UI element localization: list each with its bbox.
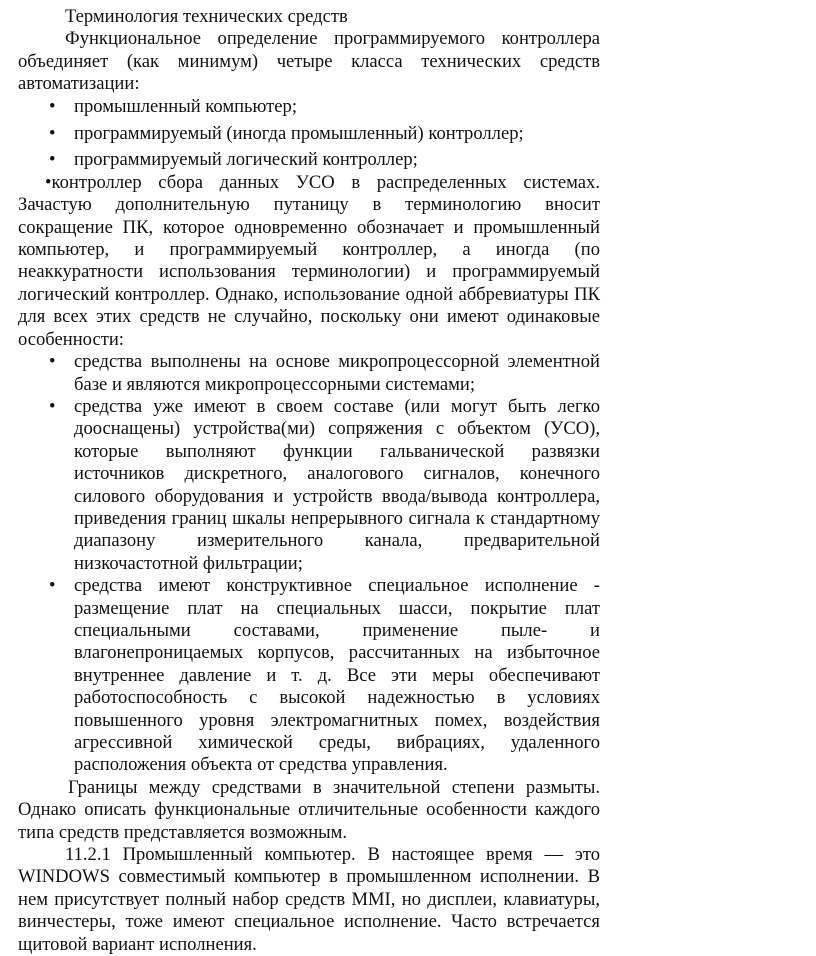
bullet-icon: • (49, 351, 56, 373)
page-title: Терминология технических средств (65, 6, 348, 27)
bullet-icon: • (49, 575, 56, 597)
bullet-icon: • (49, 95, 56, 117)
list-item (49, 575, 600, 777)
list-item-inline (45, 172, 600, 194)
bullet-icon: • (49, 122, 56, 144)
list-item-text: промышленный компьютер; (74, 95, 298, 117)
bullet-icon: • (49, 149, 56, 171)
list-item-text: программируемый (иногда промышленный) контроллер; (74, 122, 524, 144)
section-paragraph: 11.2.1 Промышленный компьютер. В настоящее время — это WINDOWS совместимый компьютер в промышленном исполнении. В нем присутствует полный набор средств MMI, но дисплеи, клавиатуры, винчестеры, тоже имеют специальное исполнение. Часто встречается щитовой вариант исполнения. (18, 844, 600, 955)
features-list (0, 351, 816, 777)
list-item (49, 395, 600, 575)
boundaries-paragraph: Границы между средствами в значительной степени размыты. Однако описать функциональные отличительные особенности каждого типа средств представляется возможным. (18, 776, 600, 843)
bullet-icon: • (49, 395, 56, 417)
bullet-icon: • (45, 171, 52, 193)
intro-paragraph: Функциональное определение программируемого контроллера объединяет (как минимум) четыре класса технических средств автоматизации: (18, 28, 600, 95)
list-item-text: контроллер сбора данных УСО в распределенных системах. (51, 171, 600, 193)
list-item (49, 351, 600, 396)
list-item (49, 122, 600, 145)
list-item-text: средства уже имеют в своем составе (или могут быть легко дооснащены) устройства(ми) сопряжения с объектом (УСО), которые выполняют функции гальванической развязки источников дискретного, аналогового сигналов, конечного силового оборудования и устройств ввода/вывода контроллера, приведения границ шкалы непрерывного сигнала к стандартному диапазону измерительного канала, предварительной низкочастотной фильтрации; (74, 395, 600, 574)
classes-list (0, 96, 816, 172)
terminology-paragraph: Зачастую дополнительную путаницу в терминологию вносит сокращение ПК, которое одновременно обозначает и промышленный компьютер, и программируемый контроллер, а иногда (по неаккуратности использования терминологии) и программируемый логический контроллер. Однако, использование одной аббревиатуры ПК для всех этих средств не случайно, поскольку они имеют одинаковые особенности: (18, 194, 600, 350)
list-item (49, 95, 600, 118)
list-item-text: средства выполнены на основе микропроцессорной элементной базе и являются микропроцессорными системами; (74, 351, 600, 395)
list-item-text: средства имеют конструктивное специальное исполнение - размещение плат на специальных шасси, покрытие плат специальными составами, применение пыле- и влагонепроницаемых корпусов, рассчитанных на избыточное внутреннее давление и т. д. Все эти меры обеспечивают работоспособность с высокой надежностью в условиях повышенного уровня электромагнитных помех, воздействия агрессивной химической среды, вибрациях, удаленного расположения объекта от средства управления. (74, 575, 600, 776)
document-page (0, 6, 816, 956)
list-item (49, 149, 600, 171)
list-item-text: программируемый логический контроллер; (74, 149, 418, 171)
